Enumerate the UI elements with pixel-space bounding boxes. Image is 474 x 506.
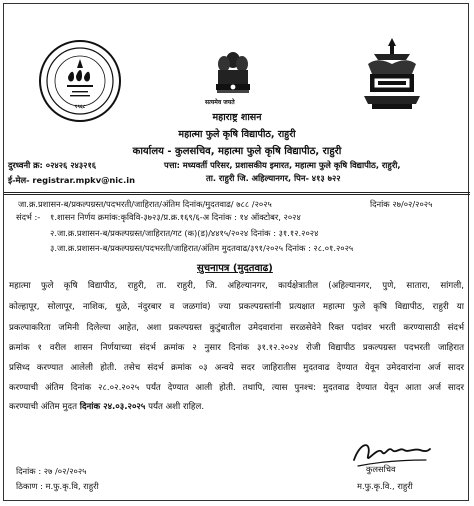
- reference-item-1: १.शासन निर्णय क्रमांक:कृविवि-३७२३/प्र.क्र.१६९/६-अ दिनांक : १४ ऑक्टोबर, २०२४: [50, 212, 301, 222]
- body-line-2: कोल्हापूर, सोलापूर, नाशिक, धुळे, नंदुरबार व जळगांव) ज्या प्रकल्पग्रस्तांनी प्रत्यक्षात महात्मा फुले कृषि विद्यापीठ, राहुरी या: [9, 302, 464, 312]
- body-line-3: प्रकल्पाकरिता जमिनी दिलेल्या आहेत, अशा प्रकल्पग्रस्त कुटुंबातील उमेदवारांना सरळसेवेने रिक्त पदांवर भरती करण्यासाठी संदर्भ: [9, 323, 464, 333]
- references-label: संदर्भ :-: [16, 212, 41, 222]
- phone-number: दुरध्वनी क्र: ०२४२६ २४३२१६: [8, 160, 97, 170]
- header-divider-double: [4, 194, 470, 195]
- reference-number: जा.क्र.प्रशासन-ब/प्रकल्पग्रस्त/पदभरती/जाहिरात/अंतिम दिनांक/मुदतवाढ/ ७८८ /२०२५: [18, 199, 272, 209]
- right-crest-logo: [360, 36, 424, 112]
- footer-place: ठिकाण : म.फु.कृ.वि, राहुरी: [16, 481, 99, 491]
- reference-item-2: २.जा.क्र.प्रशासन-ब/प्रकल्पग्रस्त/जाहिरात/गट (क)(ड)/४४१५/२०२४ दिनांक : ३१.१२.२०२४: [50, 228, 319, 238]
- body-line-7: करण्याची अंतिम मुदत दिनांक २४.०३.२०२५ पर्यंत अशी राहिल.: [9, 402, 205, 412]
- body-line-6: करण्याची अंतिम दिनांक २८.०२.२०२५ पर्यंत देण्यात आली होती. तथापि, त्यास पुनश्च: मुदतवाढ देण्यात येवून आता अर्ज सादर: [9, 383, 464, 393]
- emblem-motto: सत्यमेव जयते: [205, 99, 235, 106]
- footer-date: दिनांक : २७ /०२/२०२५: [16, 466, 87, 476]
- address-line-2: ता. राहुरी जि. अहिल्यानगर, पिन- ४१३ ७२२: [206, 173, 341, 183]
- body-line-4: क्रमांक १ वरील शासन निर्णयाच्या संदर्भ क्रमांक २ नुसार दिनांक ३१.१२.२०२४ रोजी विद्यापीठ प्रकल्पग्रस्त पदभरती जाहिरात: [9, 343, 464, 353]
- reference-item-3: ३.जा.क्र.प्रशासन-ब/प्रकल्पग्रस्त/पदभरती/जाहिरात/अंतिम मुदतवाढ/३९१/२०२५ दिनांक : २८.०१.२०२५: [50, 243, 354, 253]
- government-heading: महाराष्ट्र शासन: [212, 112, 262, 123]
- email-address: ई-मेल- registrar.mpkv@nic.in: [8, 175, 135, 185]
- body-line-5: प्रसिध्द करण्यात आलेली होती. तसेच संदर्भ क्रमांक ०३ अन्वये सदर जाहिरातीस मुदतवाढ देण्यात येवून उमेदवारांना अर्ज सादर: [9, 363, 464, 373]
- office-heading: कार्यालय - कुलसचिव, महात्मा फुले कृषि विद्यापीठ, राहुरी: [132, 146, 342, 157]
- notice-title: सुचनापत्र (मुदतवाढ): [197, 263, 273, 274]
- university-heading: महात्मा फुले कृषि विद्यापीठ, राहुरी: [178, 129, 296, 140]
- seal-year: १९६८: [74, 104, 86, 110]
- header-divider: [4, 192, 470, 193]
- signatory-place: म.फु.कृ.वि., राहुरी: [357, 481, 413, 491]
- signatory-title: कुलसचिव: [366, 464, 396, 474]
- body-line-1: महात्मा फुले कृषि विद्यापीठ, राहुरी, ता. राहुरी, जि. अहिल्यानगर, कार्यक्षेत्रातील (अहिल्यानगर, पुणे, सातारा, सांगली,: [9, 281, 464, 291]
- reference-date: दिनांक २७/०२/२०२५: [370, 199, 433, 209]
- deadline-highlight: दिनांक २४.०३.२०२५: [79, 402, 146, 412]
- address-line-1: पत्ता: मध्यवर्ती परिसर, प्रशासकीय इमारत, महात्मा फुले कृषि विद्यापीठ, राहुरी,: [164, 160, 401, 170]
